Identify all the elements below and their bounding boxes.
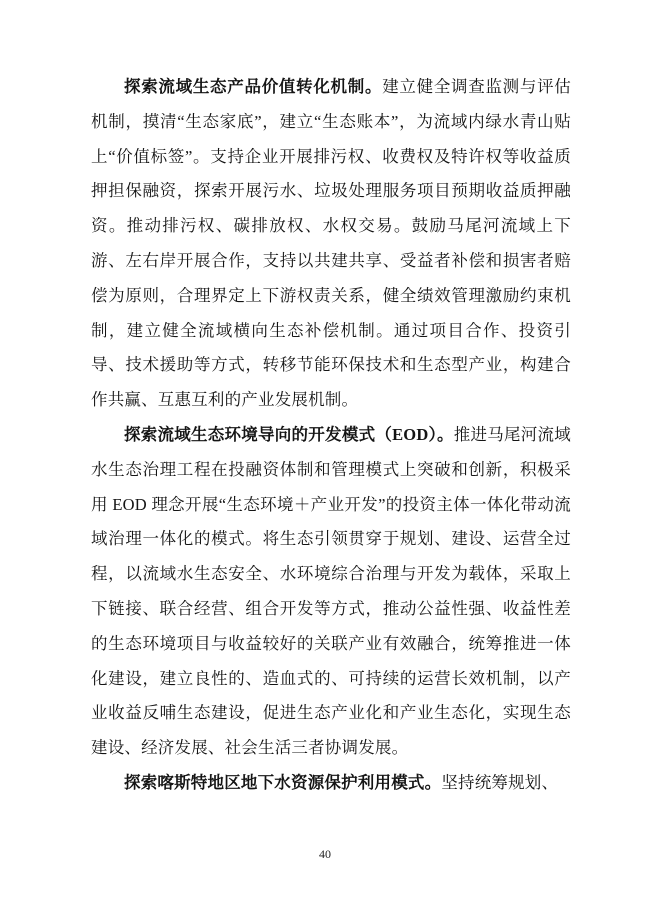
paragraph-body: 坚持统筹规划、 xyxy=(441,772,559,792)
paragraph-body: 建立健全调查监测与评估机制，摸清“生态家底”，建立“生态账本”，为流域内绿水青山贴上“价值标签”。支持企业开展排污权、收费权及特许权等收益质押担保融资，探索开展污水、垃圾处理服务项目预期收益质押融资。推动排污权、碳排放权、水权交易。鼓励马尾河流域上下游、左右岸开展合作，支持以共建共享、受益者补偿和损害者赔偿为原则，合理界定上下游权责关系，健全绩效管理激励约束机制，建立健全流域横向生态补偿机制。通过项目合作、投资引导、技术援助等方式，转移节能环保技术和生态型产业，构建合作共赢、互惠互利的产业发展机制。 xyxy=(91,77,572,410)
text-block xyxy=(91,70,571,801)
paragraph-lead: 探索流域生态环境导向的开发模式（EOD）。 xyxy=(124,424,454,444)
paragraph xyxy=(91,418,571,766)
paragraph-lead: 探索喀斯特地区地下水资源保护利用模式。 xyxy=(124,772,442,792)
page-number: 40 xyxy=(319,847,331,861)
paragraph-body: 推进马尾河流域水生态治理工程在投融资体制和管理模式上突破和创新，积极采用 EOD 理念开展“生态环境＋产业开发”的投资主体一体化带动流域治理一体化的模式。将生态引领贯穿于规划、建设、运营全过程，以流域水生态安全、水环境综合治理与开发为载体，采取上下链接、联合经营、组合开发等方式，推动公益性强、收益性差的生态环境项目与收益较好的关联产业有效融合，统筹推进一体化建设，建立良性的、造血式的、可持续的运营长效机制，以产业收益反哺生态建设，促进生态产业化和产业生态化，实现生态建设、经济发展、社会生活三者协调发展。 xyxy=(91,424,571,758)
paragraph-lead: 探索流域生态产品价值转化机制。 xyxy=(124,77,383,96)
paragraph xyxy=(91,70,571,418)
paragraph xyxy=(91,766,571,801)
